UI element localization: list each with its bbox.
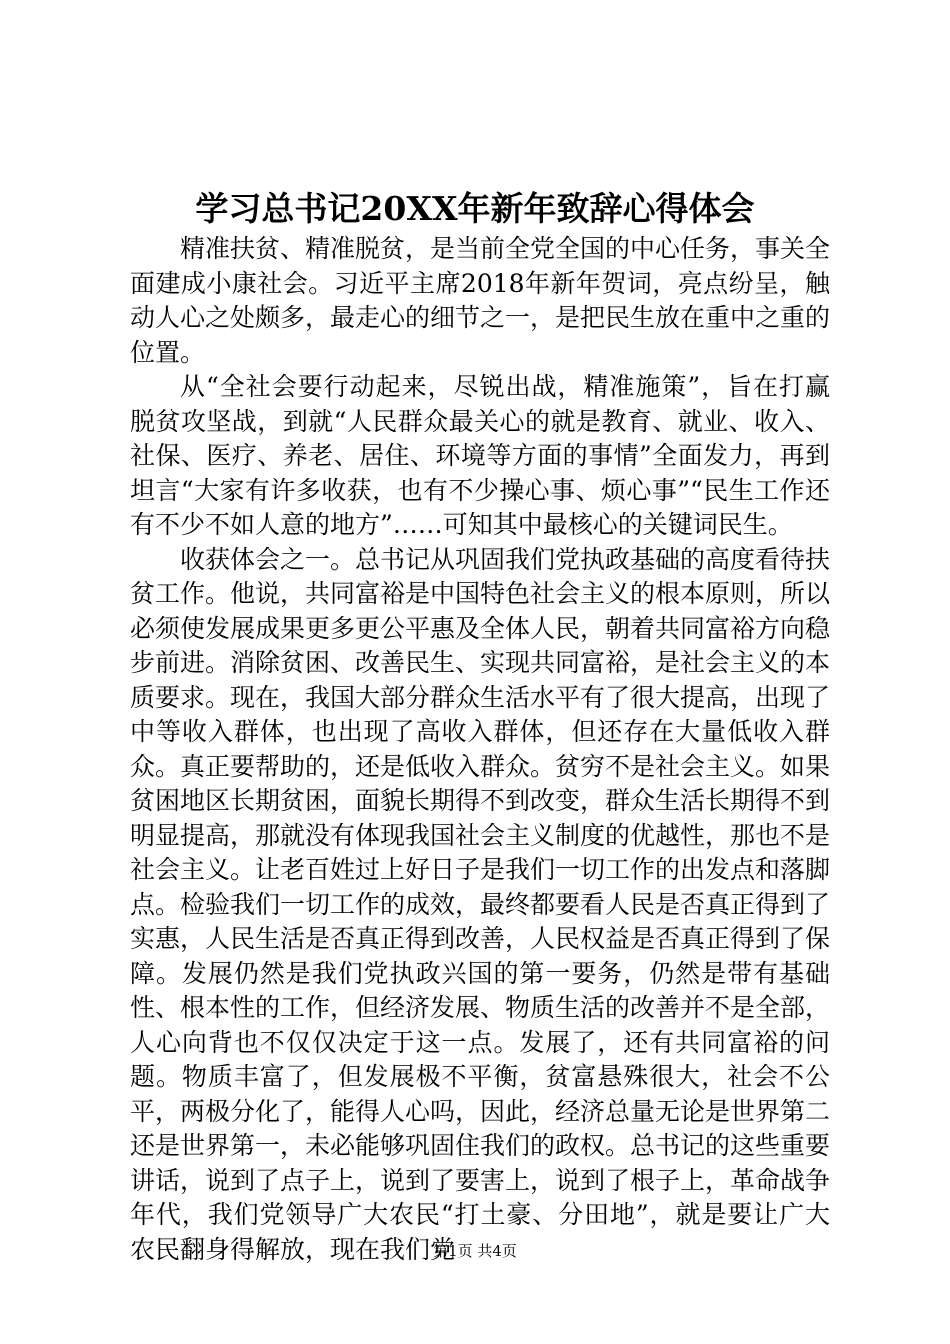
paragraph-3: 收获体会之一。总书记从巩固我们党执政基础的高度看待扶贫工作。他说，共同富裕是中国特色社会主义的根本原则，所以必须使发展成果更多更公平惠及全体人民，朝着共同富裕方向稳步前进。消除贫困、改善民生、实现共同富裕，是社会主义的本质要求。现在，我国大部分群众生活水平有了很大提高，出现了中等收入群体，也出现了高收入群体，但还存在大量低收入群众。真正要帮助的，还是低收入群众。贫穷不是社会主义。如果贫困地区长期贫困，面貌长期得不到改变，群众生活长期得不到明显提高，那就没有体现我国社会主义制度的优越性，那也不是社会主义。让老百姓过上好日子是我们一切工作的出发点和落脚点。检验我们一切工作的成效，最终都要看人民是否真正得到了实惠，人民生活是否真正得到改善，人民权益是否真正得到了保障。发展仍然是我们党执政兴国的第一要务，仍然是带有基础性、根本性的工作，但经济发展、物质生活的改善并不是全部，人心向背也不仅仅决定于这一点。发展了，还有共同富裕的问题。物质丰富了，但发展极不平衡，贫富悬殊很大，社会不公平，两极分化了，能得人心吗，因此，经济总量无论是世界第二还是世界第一，未必能够巩固住我们的政权。总书记的这些重要讲话，说到了点子上，说到了要害上，说到了根子上，革命战争年代，我们党领导广大农民“打土豪、分田地”，就是要让广大农民翻身得解放，现在我们党 [130,544,831,1264]
paragraph-1: 精准扶贫、精准脱贫，是当前全党全国的中心任务，事关全面建成小康社会。习近平主席2018年新年贺词，亮点纷呈，触动人心之处颇多，最走心的细节之一，是把民生放在重中之重的位置。 [130,234,831,367]
page-footer: 第1页 共4页 [433,1242,517,1260]
paragraph-2: 从“全社会要行动起来，尽锐出战，精准施策”，旨在打赢脱贫攻坚战，到就“人民群众最关心的就是教育、就业、收入、社保、医疗、养老、居住、环境等方面的事情”全面发力，再到坦言“大家有许多收获，也有不少操心事、烦心事”“民生工作还有不少不如人意的地方”……可知其中最核心的关键词民生。 [130,372,830,539]
document-title: 学习总书记20XX年新年致辞心得体会 [195,189,755,228]
document-body [130,232,830,1267]
